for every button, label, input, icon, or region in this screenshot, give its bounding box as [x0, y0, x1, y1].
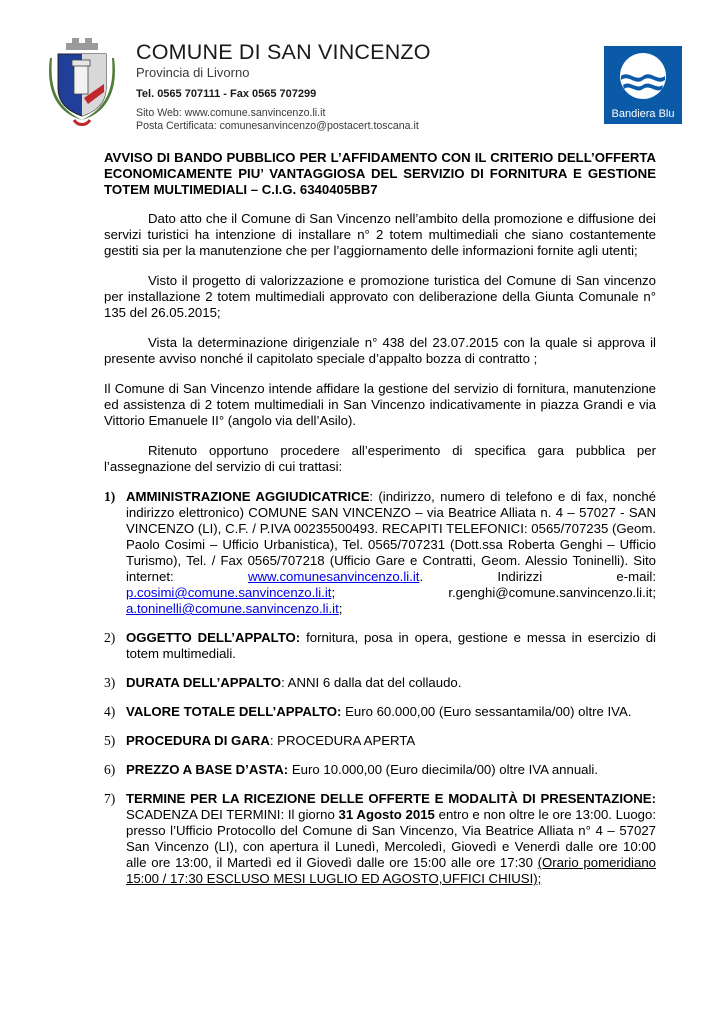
item-label: OGGETTO DELL’APPALTO: [126, 630, 301, 645]
list-item [104, 791, 656, 887]
item-label: TERMINE PER LA RICEZIONE DELLE OFFERTE E MODALITÀ DI PRESENTAZIONE: [126, 791, 656, 806]
item-label: PROCEDURA DI GARA [126, 733, 270, 748]
website: Sito Web: www.comune.sanvincenzo.li.it [136, 107, 326, 119]
paragraph-5: Ritenuto opportuno procedere all’esperimento di specifica gara pubblica per l’assegnazione del servizio di cui trattasi: [104, 443, 656, 474]
email-link-cosimi[interactable]: p.cosimi@comune.sanvincenzo.li.it [126, 585, 332, 600]
item-number: 4) [104, 704, 116, 719]
document-title: AVVISO DI BANDO PUBBLICO PER L’AFFIDAMENTO CON IL CRITERIO DELL’OFFERTA ECONOMICAMENTE PIU’ VANTAGGIOSA DEL SERVIZIO DI FORNITURA E GESTIONE TOTEM MULTIMEDIALI – C.I.G. 6340405BB7 [104, 150, 656, 197]
deadline-date: 31 Agosto 2015 [338, 807, 435, 822]
item-label: AMMINISTRAZIONE AGGIUDICATRICE [126, 489, 370, 504]
paragraph-4: Il Comune di San Vincenzo intende affidare la gestione del servizio di fornitura, manutenzione ed assistenza di 2 totem multimediali in San Vincenzo indicativamente in piazza Grandi e via Vittorio Emanuele II° (angolo via dell’Asilo). [104, 381, 656, 428]
list-item [104, 733, 656, 749]
item-text: : (indirizzo, numero di telefono e di fax, nonché indirizzo elettronico) COMUNE SAN VINCENZO – via Beatrice Alliata n. 4 – 57027 - SAN VINCENZO (LI), C.F. / P.IVA 00235500493. RECAPITI TELEFONICI: 0565/707235 (Geom. Paolo Cosimi – Ufficio Urbanistica), Tel. 0565/707231 (Dott.ssa Roberta Genghi – Ufficio Turismo), Tel. / Fax 0565/707218 (Ufficio Gare e Contratti, Geom. Alessio Toninelli). Sito internet: [126, 489, 656, 584]
item-number: 7) [104, 791, 116, 806]
bandiera-blu-badge [604, 46, 682, 124]
item-number: 6) [104, 762, 116, 777]
coat-of-arms-icon [44, 36, 120, 128]
item-text: fornitura, posa in opera, gestione e messa in esercizio di totem multimediali. [126, 630, 656, 661]
item-text: ; r.genghi@comune.sanvincenzo.li.it; [331, 585, 656, 600]
document-body [104, 150, 656, 900]
item-text: . Indirizzi e-mail: [419, 569, 656, 584]
list-item [104, 675, 656, 691]
badge-label: Bandiera Blu [611, 108, 675, 120]
phone-fax: Tel. 0565 707111 - Fax 0565 707299 [136, 88, 317, 100]
paragraph-3: Vista la determinazione dirigenziale n° 438 del 23.07.2015 con la quale si approva il presente avviso nonché il capitolato speciale d’appalto bozza di contratto ; [104, 335, 656, 366]
paragraph-1: Dato atto che il Comune di San Vincenzo nell’ambito della promozione e diffusione dei servizi turistici ha intenzione di installare n° 2 totem multimediali che siano costantemente gestiti sia per la manutenzione che per l’aggiornamento delle informazioni fornite agli utenti; [104, 211, 656, 258]
item-text: ; [338, 601, 343, 616]
province-name: Provincia di Livorno [136, 65, 250, 80]
blue-flag-logo-icon [604, 46, 682, 106]
list-item [104, 704, 656, 720]
item-label: VALORE TOTALE DELL’APPALTO: [126, 704, 342, 719]
email-link-toninelli[interactable]: a.toninelli@comune.sanvincenzo.li.it [126, 601, 339, 616]
item-text: Euro 60.000,00 (Euro sessantamila/00) oltre IVA. [341, 704, 632, 719]
item-text: SCADENZA DEI TERMINI: Il giorno [126, 807, 339, 822]
pec-address: Posta Certificata: comunesanvincenzo@postacert.toscana.it [136, 120, 419, 132]
numbered-list [104, 489, 656, 887]
item-number: 2) [104, 630, 116, 645]
website-link[interactable]: www.comunesanvincenzo.li.it [247, 569, 420, 584]
paragraph-2: Visto il progetto di valorizzazione e promozione turistica del Comune di San vincenzo per installazione 2 totem multimediali approvato con deliberazione della Giunta Comunale n° 135 del 26.05.2015; [104, 273, 656, 320]
item-text: : PROCEDURA APERTA [269, 733, 416, 748]
item-label: DURATA DELL’APPALTO [126, 675, 282, 690]
item-text: Euro 10.000,00 (Euro diecimila/00) oltre IVA annuali. [288, 762, 599, 777]
item-label: PREZZO A BASE D’ASTA: [126, 762, 289, 777]
municipality-name: COMUNE DI SAN VINCENZO [136, 40, 431, 64]
list-item [104, 489, 656, 617]
item-text: : ANNI 6 dalla dat del collaudo. [281, 675, 462, 690]
item-number: 5) [104, 733, 116, 748]
item-number: 1) [104, 489, 116, 504]
item-text: entro e non oltre le ore 13:00. Luogo: presso l’Ufficio Protocollo del Comune di San Vincenzo, Via Beatrice Alliata n° 4 – 57027 San Vincenzo (LI), con apertura il Lunedì, Mercoledì, Giovedì e Venerdì dalle ore 10:00 alle ore 13:00, il Martedì ed il Giovedì dalle ore 15:00 alle ore 17:30 [126, 807, 656, 870]
list-item [104, 630, 656, 662]
letterhead [136, 40, 466, 133]
item-number: 3) [104, 675, 116, 690]
list-item [104, 762, 656, 778]
afternoon-hours-note: (Orario pomeridiano 15:00 / 17:30 ESCLUSO MESI LUGLIO ED AGOSTO,UFFICI CHIUSI); [126, 855, 656, 886]
